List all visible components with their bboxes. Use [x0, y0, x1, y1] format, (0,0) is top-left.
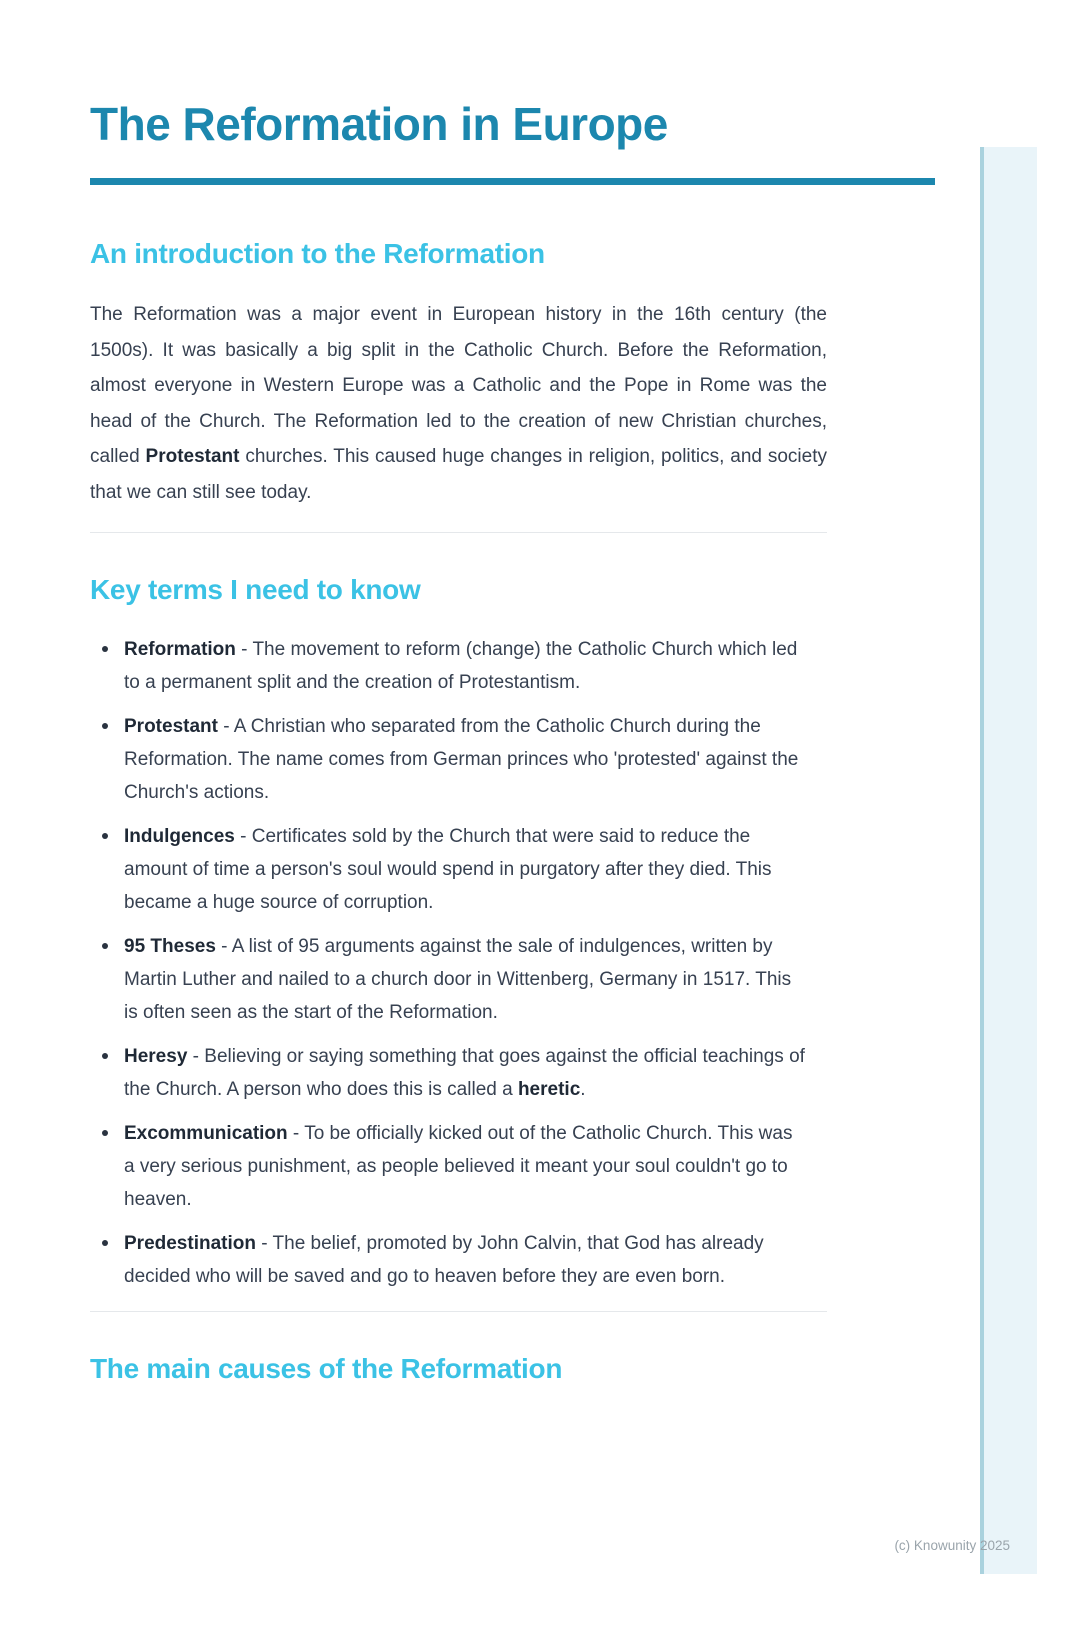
bold-text-run: Protestant	[145, 446, 240, 467]
bold-text-run: Reformation	[124, 639, 236, 660]
copyright-notice: (c) Knowunity 2025	[894, 1538, 1010, 1553]
key-terms-list	[90, 633, 827, 1293]
bold-text-run: Heresy	[124, 1046, 188, 1067]
section-heading-key-terms: Key terms I need to know	[90, 574, 421, 605]
document-page	[0, 97, 1080, 1625]
text-run: .	[580, 1079, 586, 1100]
key-term-item	[90, 930, 805, 1029]
bold-text-run: Predestination	[124, 1233, 256, 1254]
section-heading-main-causes: The main causes of the Reformation	[90, 1353, 563, 1384]
right-edge-stripe	[980, 147, 1037, 1574]
bold-text-run: Excommunication	[124, 1123, 288, 1144]
bold-text-run: 95 Theses	[124, 936, 216, 957]
section-divider	[90, 532, 827, 533]
document-content	[0, 97, 935, 1386]
text-run: The Reformation was a major event in European history in the 16th century (the 1500s). It was basically a big split in the Catholic Church. Before the Reformation, almost everyone in Western Europe was a Catholic and the Pope in Rome was the head of the Church. The Reformation led to the creation of new Christian churches, called	[90, 304, 827, 467]
intro-paragraph	[90, 297, 827, 510]
key-term-item	[90, 820, 805, 919]
text-run: - To be officially kicked out of the Catholic Church. This was a very serious punishment, as people believed it meant your soul couldn't go to heaven.	[124, 1123, 793, 1210]
bold-text-run: heretic	[517, 1079, 581, 1100]
page-title: The Reformation in Europe	[90, 98, 668, 150]
text-run: - A list of 95 arguments against the sale of indulgences, written by Martin Luther and nailed to a church door in Wittenberg, Germany in 1517. This is often seen as the start of the Reformation.	[124, 936, 792, 1023]
text-run: - Believing or saying something that goes against the official teachings of the Church. A person who does this is called a	[124, 1046, 805, 1100]
text-run: - Certificates sold by the Church that were said to reduce the amount of time a person's soul would spend in purgatory after they died. This became a huge source of corruption.	[124, 826, 772, 913]
text-run: - The movement to reform (change) the Catholic Church which led to a permanent split and the creation of Protestantism.	[124, 639, 798, 693]
section-divider	[90, 1311, 827, 1312]
title-underline-bar	[90, 178, 935, 185]
key-term-item	[90, 1040, 805, 1106]
bold-text-run: Protestant	[124, 716, 218, 737]
text-run: - The belief, promoted by John Calvin, that God has already decided who will be saved and go to heaven before they are even born.	[124, 1233, 764, 1287]
text-run: - A Christian who separated from the Catholic Church during the Reformation. The name comes from German princes who 'protested' against the Church's actions.	[124, 716, 799, 803]
key-term-item	[90, 633, 805, 699]
text-run: churches. This caused huge changes in religion, politics, and society that we can still see today.	[90, 446, 827, 503]
section-heading-introduction: An introduction to the Reformation	[90, 238, 545, 269]
bold-text-run: Indulgences	[124, 826, 235, 847]
key-term-item	[90, 710, 805, 809]
key-term-item	[90, 1117, 805, 1216]
key-term-item	[90, 1227, 805, 1293]
